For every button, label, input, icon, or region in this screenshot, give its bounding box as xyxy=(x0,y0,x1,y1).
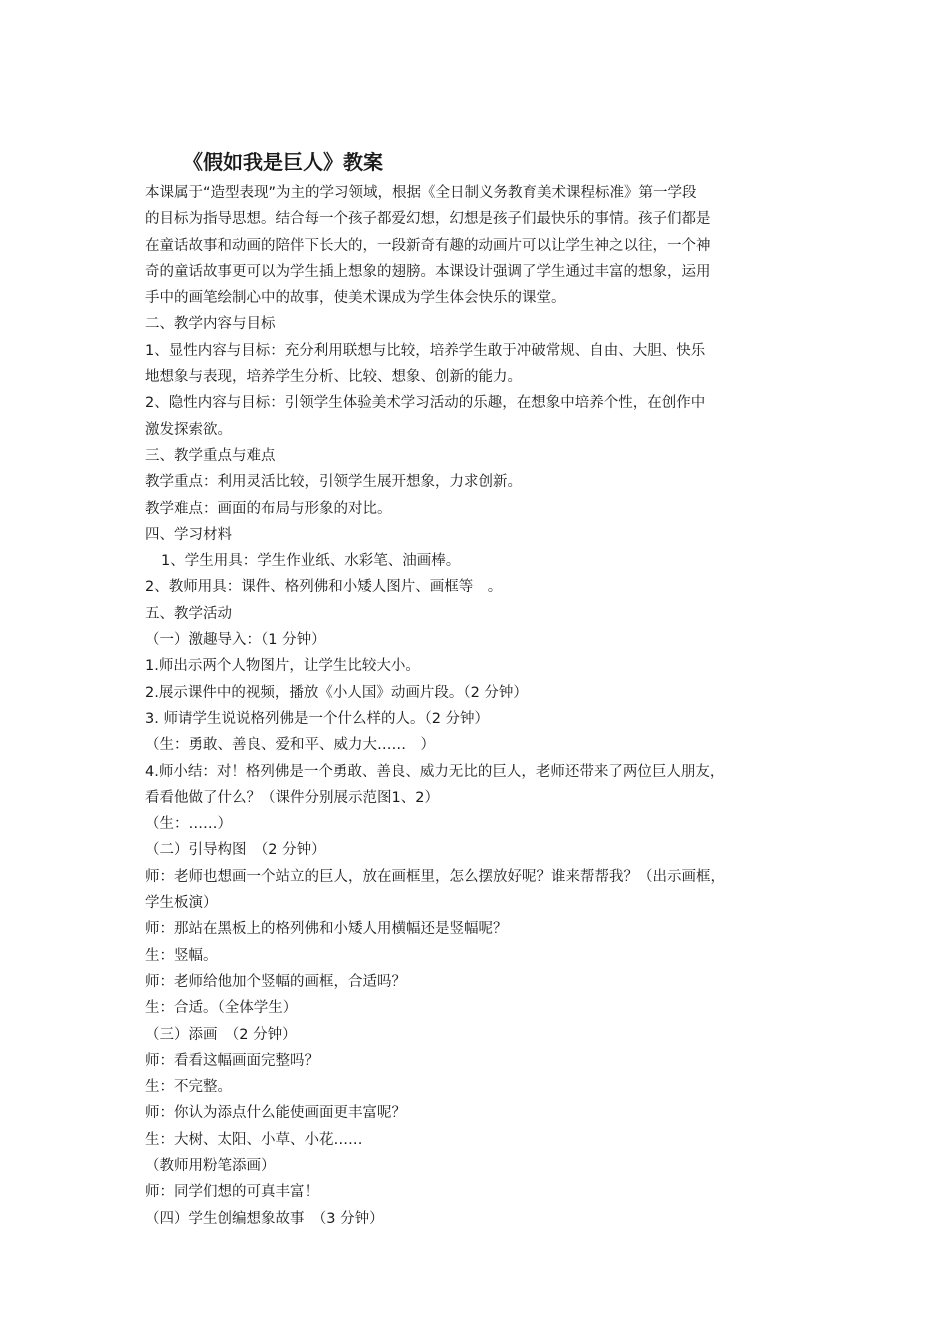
subsection-heading: （二）引导构图 （2 分钟） xyxy=(145,842,326,859)
paragraph-line: 生：竖幅。 xyxy=(145,947,218,964)
paragraph-line: 2.展示课件中的视频，播放《小人国》动画片段。（2 分钟） xyxy=(145,684,528,701)
paragraph-line: 本课属于“造型表现”为主的学习领域，根据《全日制义务教育美术课程标准》第一学段 xyxy=(145,185,697,201)
paragraph-line: 师：老师也想画一个站立的巨人，放在画框里，怎么摆放好呢？谁来帮帮我？（出示画框， xyxy=(145,868,725,885)
paragraph-line: 地想象与表现，培养学生分析、比较、想象、创新的能力。 xyxy=(145,369,522,386)
paragraph-line: 生：不完整。 xyxy=(145,1079,232,1096)
paragraph-line: （生：勇敢、善良、爱和平、威力大…… ） xyxy=(145,737,435,754)
paragraph-line: 3. 师请学生说说格列佛是一个什么样的人。（2 分钟） xyxy=(145,710,490,727)
paragraph-line: 的目标为指导思想。结合每一个孩子都爱幻想，幻想是孩子们最快乐的事情。孩子们都是 xyxy=(145,211,711,228)
document-body xyxy=(145,180,815,1232)
paragraph-line: 1、显性内容与目标：充分利用联想与比较，培养学生敢于冲破常规、自由、大胆、快乐 xyxy=(145,342,706,359)
paragraph-line: 师：你认为添点什么能使画面更丰富呢？ xyxy=(145,1105,406,1122)
section-heading: 三、教学重点与难点 xyxy=(145,447,276,464)
paragraph-line: 看看他做了什么？（课件分别展示范图1、2） xyxy=(145,789,439,806)
paragraph-line: 1、学生用具：学生作业纸、水彩笔、油画棒。 xyxy=(161,553,461,570)
paragraph-line: 在童话故事和动画的陪伴下长大的，一段新奇有趣的动画片可以让学生神之以往，一个神 xyxy=(145,237,711,254)
paragraph-line: 教学重点：利用灵活比较，引领学生展开想象，力求创新。 xyxy=(145,474,522,491)
paragraph-line: 师：看看这幅画面完整吗？ xyxy=(145,1052,319,1069)
paragraph-line: 奇的童话故事更可以为学生插上想象的翅膀。本课设计强调了学生通过丰富的想象，运用 xyxy=(145,263,711,280)
subsection-heading: （一）激趣导入：（1 分钟） xyxy=(145,632,326,649)
section-heading: 四、学习材料 xyxy=(145,526,232,543)
paragraph-line: 1.师出示两个人物图片，让学生比较大小。 xyxy=(145,658,420,675)
document-title: 《假如我是巨人》教案 xyxy=(183,150,383,174)
paragraph-line: 手中的画笔绘制心中的故事，使美术课成为学生体会快乐的课堂。 xyxy=(145,290,566,307)
paragraph-line: （生：……） xyxy=(145,816,232,833)
paragraph-line: 2、隐性内容与目标：引领学生体验美术学习活动的乐趣，在想象中培养个性，在创作中 xyxy=(145,395,706,412)
paragraph-line: （教师用粉笔添画） xyxy=(145,1157,276,1174)
paragraph-line: 生：大树、太阳、小草、小花…… xyxy=(145,1131,363,1148)
section-heading: 二、教学内容与目标 xyxy=(145,316,276,333)
paragraph-line: 教学难点：画面的布局与形象的对比。 xyxy=(145,500,392,517)
paragraph-line: 师：那站在黑板上的格列佛和小矮人用横幅还是竖幅呢？ xyxy=(145,921,508,938)
paragraph-line: 生：合适。（全体学生） xyxy=(145,1000,298,1017)
section-heading: 五、教学活动 xyxy=(145,605,232,622)
paragraph-line: 2、教师用具：课件、格列佛和小矮人图片、画框等 。 xyxy=(145,579,503,596)
subsection-heading: （四）学生创编想象故事 （3 分钟） xyxy=(145,1210,384,1227)
paragraph-line: 4.师小结：对！格列佛是一个勇敢、善良、威力无比的巨人，老师还带来了两位巨人朋友， xyxy=(145,763,725,780)
paragraph-line: 师：同学们想的可真丰富！ xyxy=(145,1184,319,1201)
paragraph-line: 激发探索欲。 xyxy=(145,421,232,438)
subsection-heading: （三）添画 （2 分钟） xyxy=(145,1026,297,1043)
paragraph-line: 师：老师给他加个竖幅的画框，合适吗？ xyxy=(145,973,406,990)
paragraph-line: 学生板演） xyxy=(145,895,218,912)
